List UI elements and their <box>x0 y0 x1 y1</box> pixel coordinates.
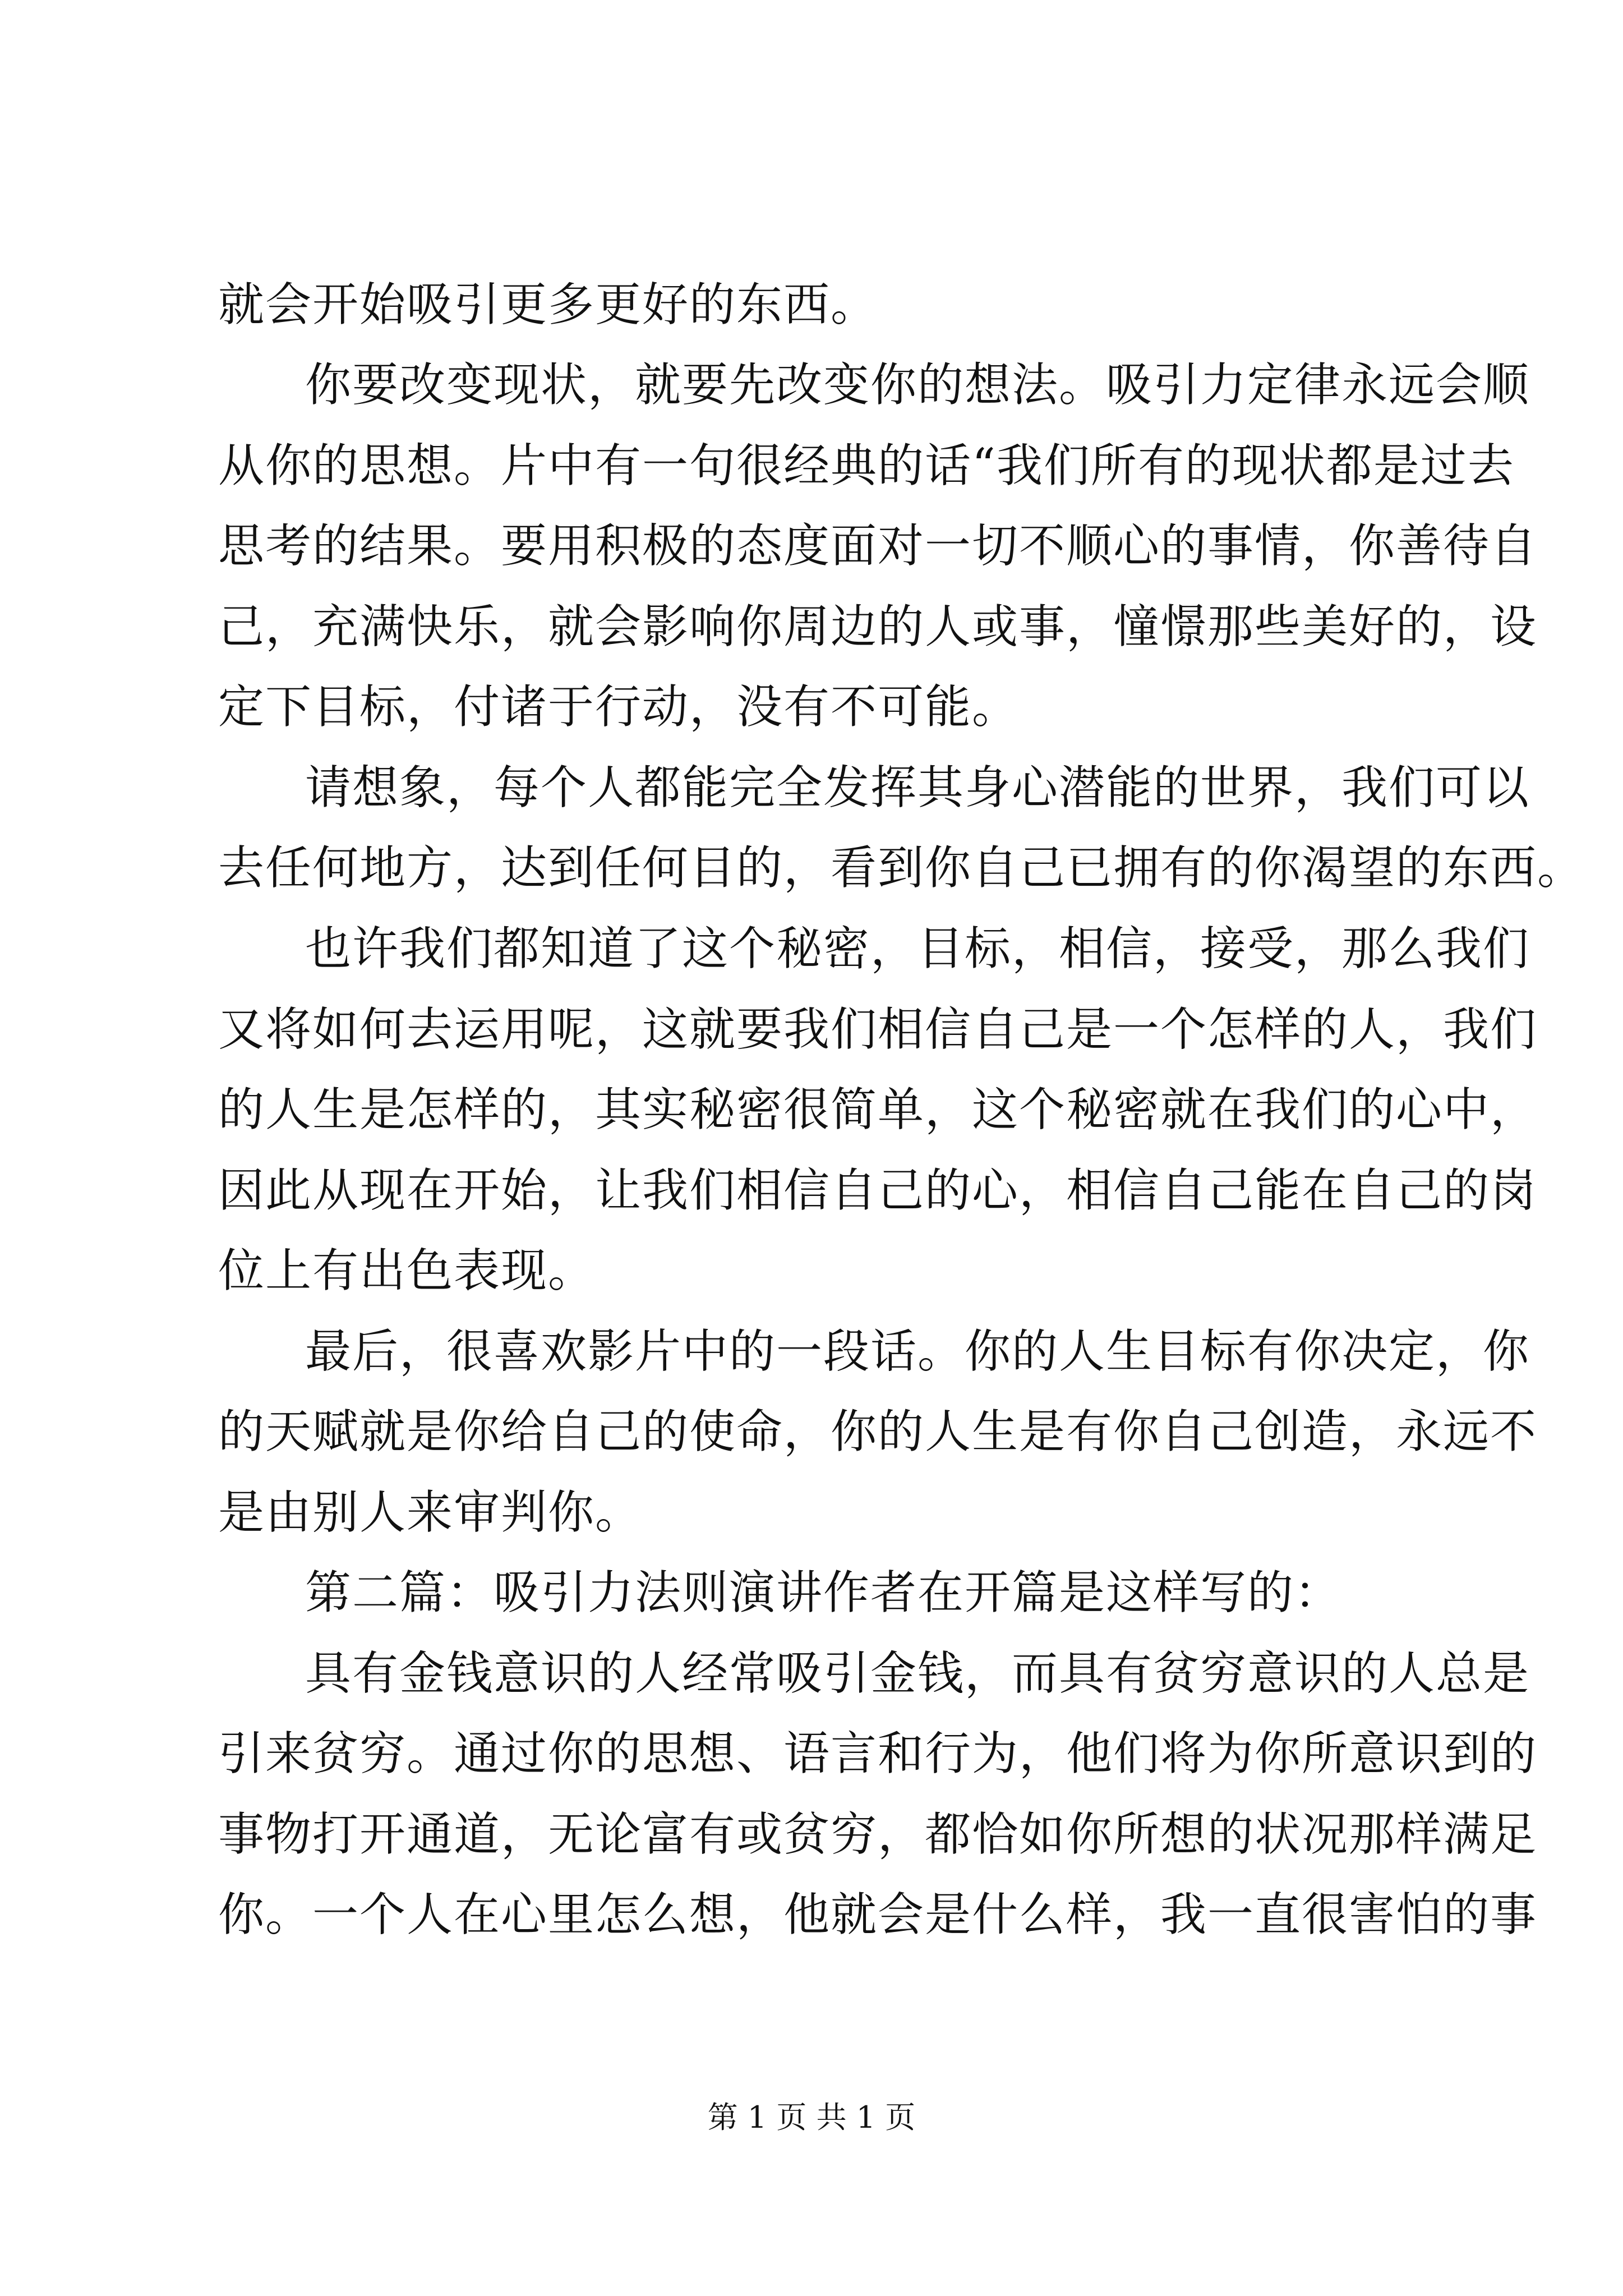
page-number-footer: 第 1 页 共 1 页 <box>707 2100 916 2135</box>
text-line: 事物打开通道，无论富有或贫穷，都恰如你所想的状况那样满足 <box>218 1808 1538 1861</box>
text-line: 去任何地方，达到任何目的，看到你自己已拥有的你渴望的东西。 <box>218 841 1585 895</box>
text-line: 因此从现在开始，让我们相信自己的心，相信自己能在自己的岗 <box>218 1164 1538 1217</box>
text-line: 是由别人来审判你。 <box>218 1486 643 1539</box>
text-line: 位上有出色表现。 <box>218 1244 596 1297</box>
text-line: 定下目标，付诸于行动，没有不可能。 <box>218 680 1020 734</box>
text-line: 思考的结果。要用积极的态度面对一切不顺心的事情，你善待自 <box>218 519 1538 573</box>
text-line: 请想象，每个人都能完全发挥其身心潜能的世界，我们可以 <box>305 761 1530 815</box>
text-line: 具有金钱意识的人经常吸引金钱，而具有贫穷意识的人总是 <box>305 1647 1530 1700</box>
text-line: 己，充满快乐，就会影响你周边的人或事，憧憬那些美好的，设 <box>218 600 1538 654</box>
text-line: 也许我们都知道了这个秘密，目标，相信，接受，那么我们 <box>305 922 1530 976</box>
text-line: 引来贫穷。通过你的思想、语言和行为，他们将为你所意识到的 <box>218 1727 1538 1780</box>
text-line: 最后，很喜欢影片中的一段话。你的人生目标有你决定，你 <box>305 1325 1530 1378</box>
section-heading: 第二篇：吸引力法则演讲作者在开篇是这样写的： <box>305 1566 1342 1619</box>
text-line: 又将如何去运用呢，这就要我们相信自己是一个怎样的人，我们 <box>218 1003 1538 1056</box>
text-line: 的人生是怎样的，其实秘密很简单，这个秘密就在我们的心中， <box>218 1083 1538 1137</box>
text-line: 就会开始吸引更多更好的东西。 <box>218 278 878 332</box>
text-line: 你要改变现状，就要先改变你的想法。吸引力定律永远会顺 <box>305 358 1530 412</box>
text-line: 的天赋就是你给自己的使命，你的人生是有你自己创造，永远不 <box>218 1405 1538 1458</box>
text-line: 你。一个人在心里怎么想，他就会是什么样，我一直很害怕的事 <box>218 1888 1538 1941</box>
text-line: 从你的思想。片中有一句很经典的话“我们所有的现状都是过去 <box>218 439 1515 493</box>
